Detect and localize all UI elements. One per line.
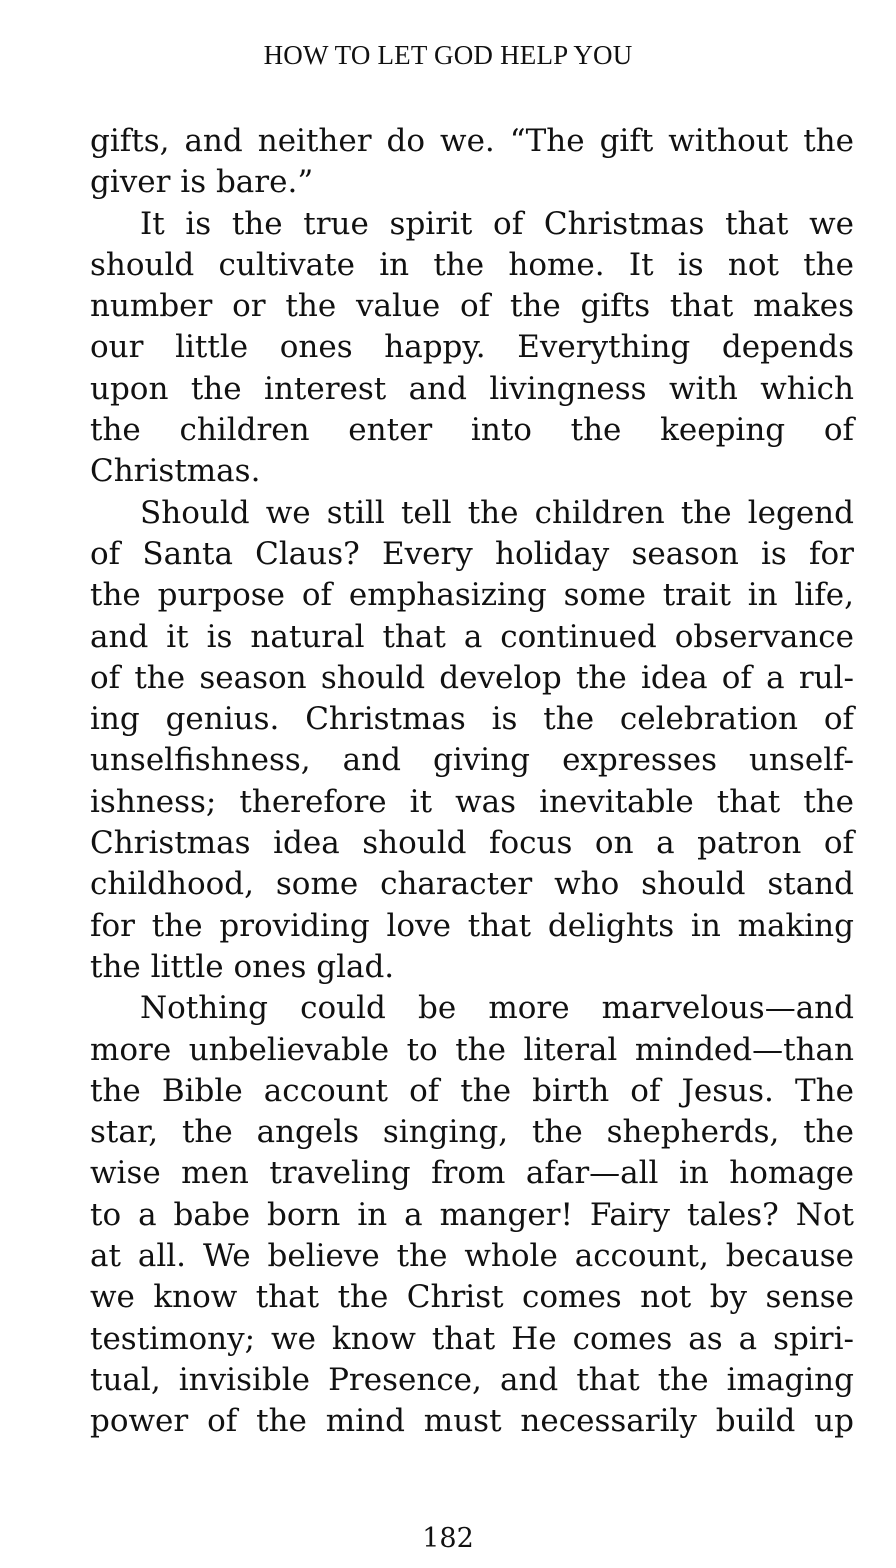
text-line: for the providing love that delights in making bbox=[90, 907, 854, 944]
text-line: tual, invisible Presence, and that the imaging bbox=[90, 1361, 854, 1398]
text-line: wise men traveling from afar—all in homage bbox=[90, 1155, 854, 1192]
paragraph-first-line: Nothing could be more marvelous—and bbox=[140, 990, 854, 1027]
text-line: Christmas. bbox=[90, 453, 261, 490]
text-line: childhood, some character who should stand bbox=[90, 866, 854, 903]
text-line: of Santa Claus? Every holiday season is for bbox=[90, 535, 854, 572]
text-line: we know that the Christ comes not by sense bbox=[90, 1279, 854, 1316]
text-line: the purpose of emphasizing some trait in life, bbox=[90, 577, 854, 614]
text-line: gifts, and neither do we. “The gift without the bbox=[90, 123, 854, 159]
text-line: Christmas idea should focus on a patron of bbox=[90, 825, 854, 862]
text-line: more unbelievable to the literal minded—than bbox=[90, 1031, 854, 1068]
text-line: of the season should develop the idea of a rul- bbox=[90, 659, 854, 696]
text-line: the little ones glad. bbox=[90, 948, 395, 985]
text-line: unselfishness, and giving expresses unself- bbox=[90, 742, 854, 779]
text-line: power of the mind must necessarily build up bbox=[90, 1403, 854, 1440]
body-text bbox=[90, 121, 854, 1443]
text-line: star, the angels singing, the shepherds, the bbox=[90, 1114, 854, 1151]
text-line: giver is bare.” bbox=[90, 164, 314, 201]
text-line: upon the interest and livingness with which bbox=[90, 370, 854, 407]
text-line: ing genius. Christmas is the celebration of bbox=[90, 701, 854, 738]
text-line: the Bible account of the birth of Jesus. The bbox=[90, 1072, 854, 1109]
paragraph-first-line: Should we still tell the children the legend bbox=[140, 494, 854, 531]
text-line: and it is natural that a continued observance bbox=[90, 618, 854, 655]
page-number: 182 bbox=[422, 1523, 474, 1554]
text-line: testimony; we know that He comes as a spiri- bbox=[90, 1320, 854, 1357]
running-head: HOW TO LET GOD HELP YOU bbox=[263, 40, 633, 70]
text-line: our little ones happy. Everything depends bbox=[90, 329, 854, 366]
paragraph-first-line: It is the true spirit of Christmas that we bbox=[140, 205, 854, 242]
text-line: to a babe born in a manger! Fairy tales? Not bbox=[90, 1196, 854, 1233]
text-line: ishness; therefore it was inevitable that the bbox=[90, 783, 854, 820]
text-line: at all. We believe the whole account, because bbox=[90, 1238, 854, 1275]
text-line: should cultivate in the home. It is not the bbox=[90, 246, 854, 283]
text-line: the children enter into the keeping of bbox=[90, 412, 854, 449]
text-line: number or the value of the gifts that makes bbox=[90, 288, 854, 325]
